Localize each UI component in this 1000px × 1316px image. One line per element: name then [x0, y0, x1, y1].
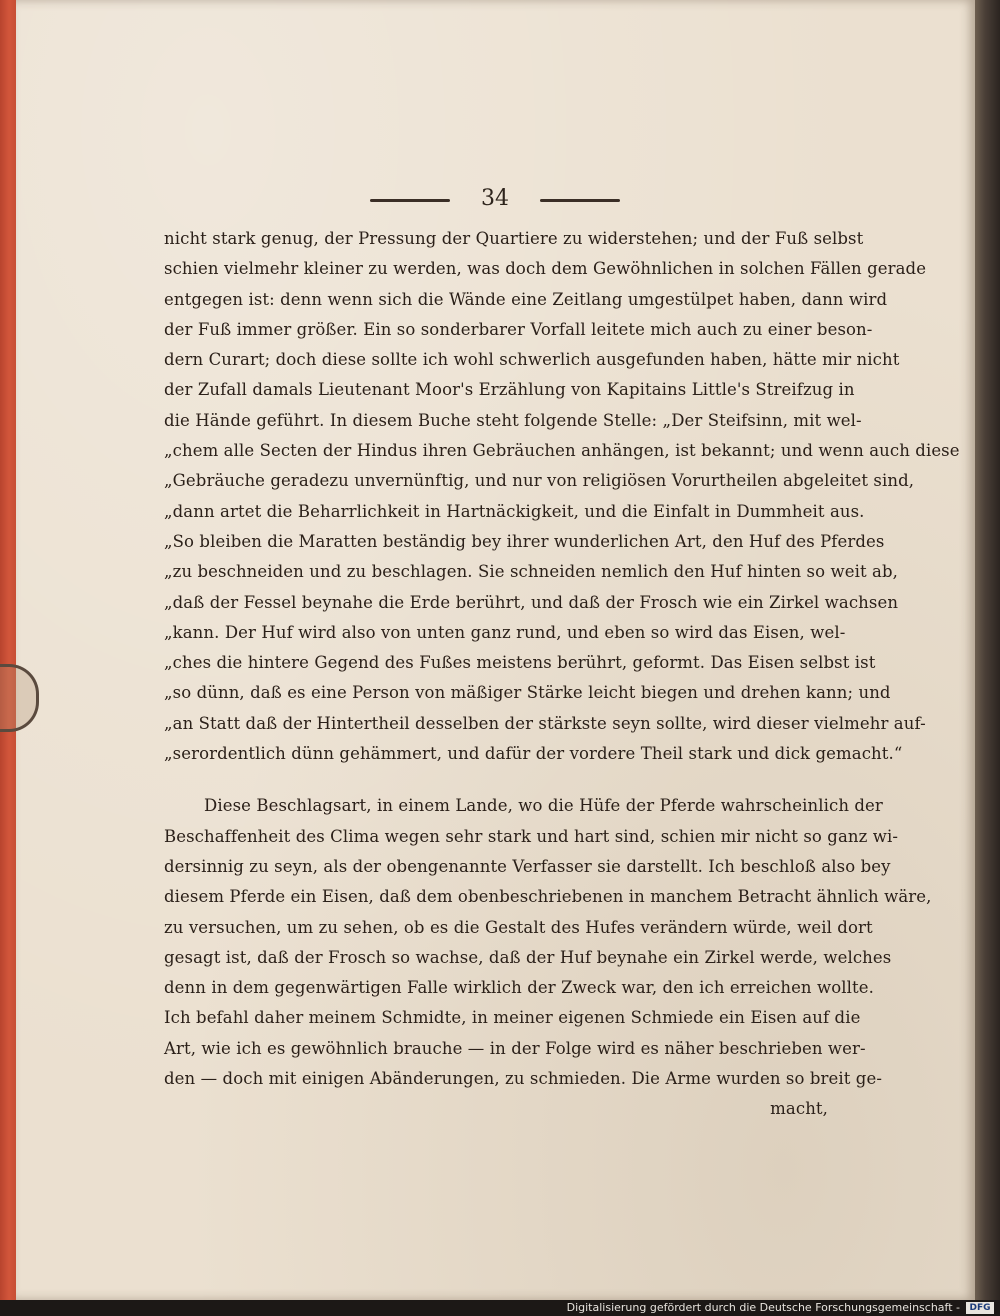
text-line: „an Statt daß der Hintertheil desselben der stärkste seyn sollte, wird dieser vielmehr auf-	[164, 713, 926, 733]
text-line: „so dünn, daß es eine Person von mäßiger Stärke leicht biegen und drehen kann; und	[164, 683, 891, 703]
text-line: denn in dem gegenwärtigen Falle wirklich der Zweck war, den ich erreichen wollte.	[164, 978, 874, 998]
page-body	[164, 224, 960, 1125]
text-line: Beschaffenheit des Clima wegen sehr stark und hart sind, schien mir nicht so ganz wi-	[164, 826, 899, 846]
paragraph-1	[164, 224, 960, 769]
footer-bar	[0, 1300, 1000, 1316]
header-rule-right	[540, 199, 620, 202]
text-line: gesagt ist, daß der Frosch so wachse, daß der Huf beynahe ein Zirkel werde, welches	[164, 947, 892, 967]
dfg-logo: DFG	[966, 1302, 994, 1314]
paragraph-2	[164, 791, 932, 1124]
page-number: 34	[481, 186, 509, 211]
text-line: den — doch mit einigen Abänderungen, zu schmieden. Die Arme wurden so breit ge-	[164, 1069, 883, 1089]
text-line: diesem Pferde ein Eisen, daß dem obenbeschriebenen in manchem Betracht ähnlich wäre,	[164, 887, 932, 907]
text-line: „ches die hintere Gegend des Fußes meistens berührt, geformt. Das Eisen selbst ist	[164, 653, 876, 673]
text-line: dern Curart; doch diese sollte ich wohl schwerlich ausgefunden haben, hätte mir nicht	[164, 350, 900, 370]
text-line: Ich befahl daher meinem Schmidte, in meiner eigenen Schmiede ein Eisen auf die	[164, 1008, 861, 1028]
text-line: der Fuß immer größer. Ein so sonderbarer Vorfall leitete mich auch zu einer beson-	[164, 319, 873, 339]
text-line: der Zufall damals Lieutenant Moor's Erzählung von Kapitains Little's Streifzug in	[164, 380, 855, 400]
text-line: „Gebräuche geradezu unvernünftig, und nur von religiösen Vorurtheilen abgeleitet sind,	[164, 471, 915, 491]
text-line: „kann. Der Huf wird also von unten ganz rund, und eben so wird das Eisen, wel-	[164, 622, 846, 642]
page-right-edge	[975, 0, 1000, 1300]
text-line: „chem alle Secten der Hindus ihren Gebräuchen anhängen, ist bekannt; und wenn auch diese	[164, 441, 960, 461]
paragraph-gap	[164, 769, 828, 791]
text-line: Art, wie ich es gewöhnlich brauche — in der Folge wird es näher beschrieben wer-	[164, 1038, 866, 1058]
text-line: „daß der Fessel beynahe die Erde berührt, und daß der Frosch wie ein Zirkel wachsen	[164, 592, 899, 612]
text-line: entgegen ist: denn wenn sich die Wände eine Zeitlang umgestülpet haben, dann wird	[164, 289, 888, 309]
text-line: „So bleiben die Maratten beständig bey ihrer wunderlichen Art, den Huf des Pferdes	[164, 531, 885, 551]
text-line: zu versuchen, um zu sehen, ob es die Gestalt des Hufes verändern würde, weil dort	[164, 917, 873, 937]
text-line: Diese Beschlagsart, in einem Lande, wo die Hüfe der Pferde wahrscheinlich der	[204, 796, 883, 816]
text-line: dersinnig zu seyn, als der obengenannte Verfasser sie darstellt. Ich beschloß also bey	[164, 856, 891, 876]
text-line: die Hände geführt. In diesem Buche steht folgende Stelle: „Der Steifsinn, mit wel-	[164, 410, 862, 430]
header-rule-left	[370, 199, 450, 202]
text-line: nicht stark genug, der Pressung der Quartiere zu widerstehen; und der Fuß selbst	[164, 229, 864, 248]
text-line: „dann artet die Beharrlichkeit in Hartnäckigkeit, und die Einfalt in Dummheit aus.	[164, 501, 865, 521]
text-line: „zu beschneiden und zu beschlagen. Sie schneiden nemlich den Huf hinten so weit ab,	[164, 562, 898, 582]
text-line: „serordentlich dünn gehämmert, und dafür der vordere Theil stark und dick gemacht.“	[164, 744, 903, 764]
text-line: schien vielmehr kleiner zu werden, was doch dem Gewöhnlichen in solchen Fällen gerade	[164, 259, 927, 279]
page-header	[370, 186, 620, 216]
funding-notice: Digitalisierung gefördert durch die Deutsche Forschungsgemeinschaft -	[566, 1301, 960, 1314]
catchword: macht,	[770, 1099, 828, 1119]
